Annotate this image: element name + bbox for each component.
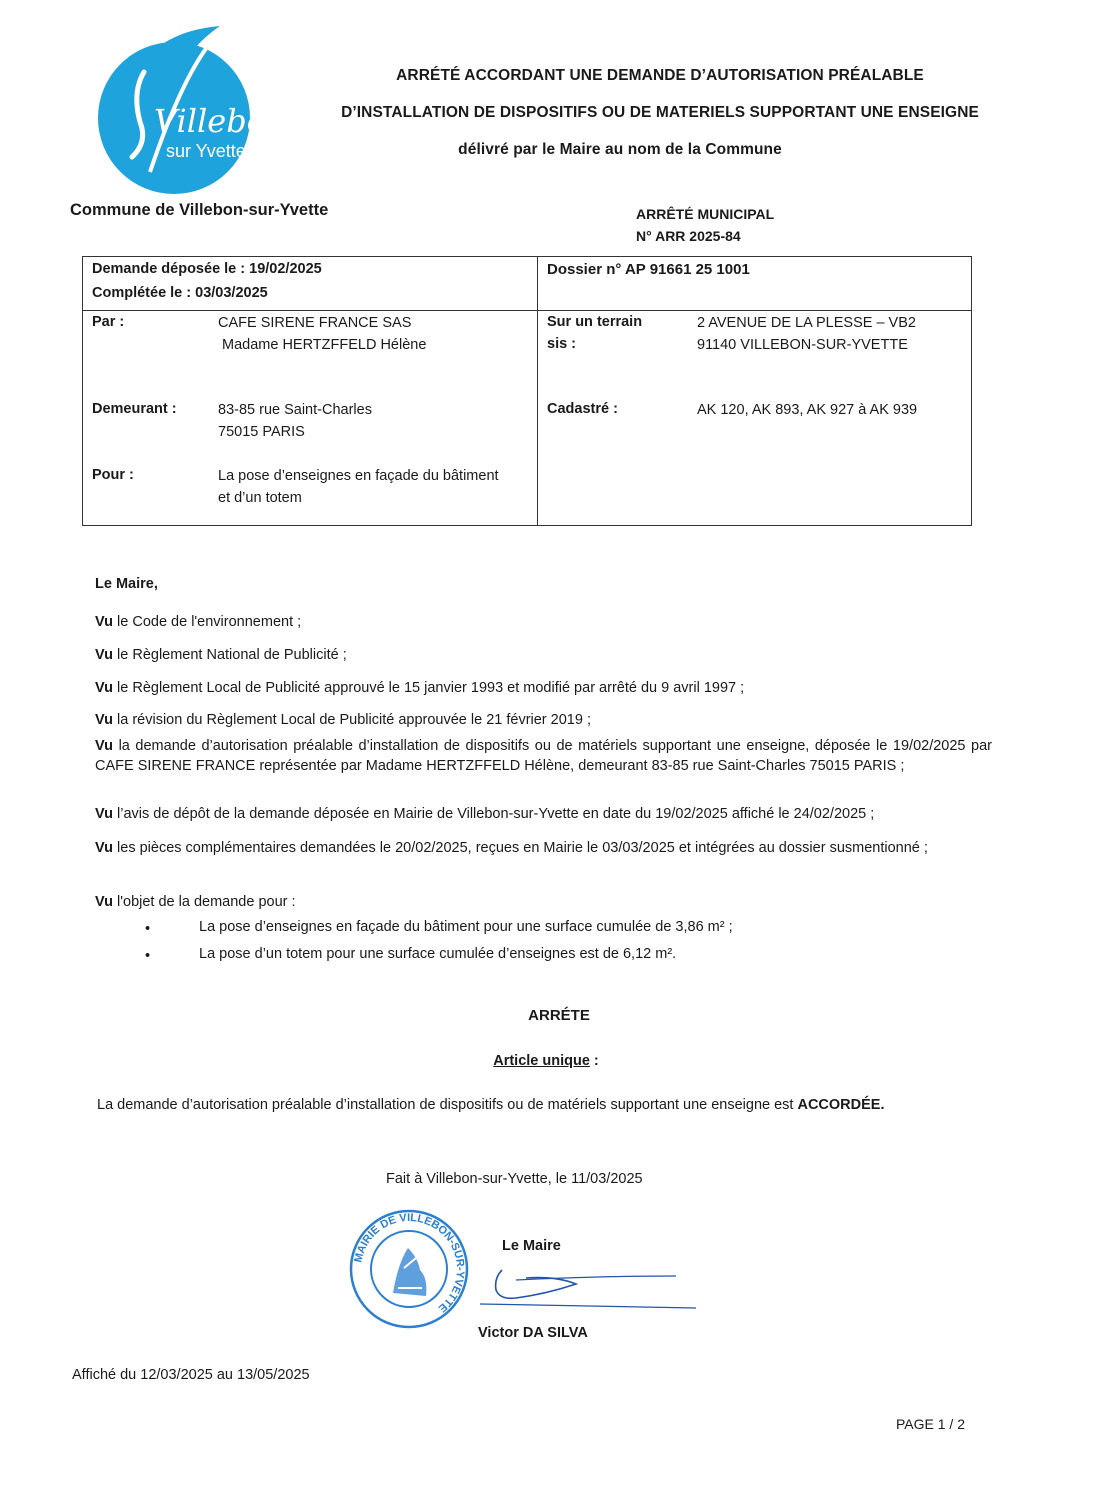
par-person: Madame HERTZFFELD Hélène: [222, 337, 427, 353]
article-colon: :: [589, 1053, 599, 1069]
villebon-logo: [92, 22, 287, 192]
vu-paragraph-4: [95, 710, 992, 730]
maire-signature: [476, 1254, 706, 1314]
le-maire-heading: Le Maire,: [95, 576, 158, 592]
dossier-number: Dossier n° AP 91661 25 1001: [547, 261, 750, 278]
signature-title: Le Maire: [502, 1238, 561, 1254]
header-line-3: délivré par le Maire au nom de la Commune: [458, 141, 782, 158]
bullet-marker: •: [145, 948, 151, 964]
date-deposee: Demande déposée le : 19/02/2025: [92, 261, 322, 277]
cadastre-label: Cadastré :: [547, 401, 618, 417]
terrain-label-2: sis :: [547, 336, 577, 352]
stamp-text: MAIRIE DE VILLEBON-SUR-YVETTE: [352, 1211, 467, 1315]
cadastre-value: AK 120, AK 893, AK 927 à AK 939: [697, 402, 918, 418]
vu-keyword: Vu: [95, 614, 113, 630]
terrain-address-2: 91140 VILLEBON-SUR-YVETTE: [697, 337, 908, 353]
demeurant-label: Demeurant :: [92, 401, 177, 417]
vu-keyword: Vu: [95, 840, 113, 856]
vu-keyword: Vu: [95, 680, 113, 696]
header-line-1: ARRÉTÉ ACCORDANT UNE DEMANDE D’AUTORISATION PRÉALABLE: [396, 67, 924, 84]
vu-text: le Règlement Local de Publicité approuvé le 15 janvier 1993 et modifié par arrêté du 9 avril 1997 ;: [113, 680, 745, 696]
vu-paragraph-8: [95, 892, 992, 912]
logo-text-sur-yvette: sur Yvette: [166, 141, 246, 161]
vu-keyword: Vu: [95, 806, 113, 822]
arrete-number: N° ARR 2025-84: [636, 228, 741, 244]
commune-name: Commune de Villebon-sur-Yvette: [70, 201, 329, 219]
vu-paragraph-5: [95, 736, 992, 776]
vu-text: l'objet de la demande pour :: [113, 894, 296, 910]
fait-a: Fait à Villebon-sur-Yvette, le 11/03/2025: [386, 1171, 643, 1187]
table-divider-v: [537, 256, 538, 526]
demeurant-address-2: 75015 PARIS: [218, 424, 305, 440]
arrete-title: ARRÉTE: [528, 1007, 590, 1024]
logo-text-villebon: Villebon: [154, 102, 287, 140]
vu-text: la révision du Règlement Local de Publicité approuvée le 21 février 2019 ;: [113, 712, 591, 728]
vu-paragraph-2: [95, 645, 992, 665]
date-completee: Complétée le : 03/03/2025: [92, 285, 268, 301]
mairie-stamp: [348, 1208, 470, 1330]
page-number: PAGE 1 / 2: [896, 1416, 965, 1432]
decision-accordee: ACCORDÉE.: [797, 1097, 885, 1113]
arrete-municipal-title: ARRÊTÉ MUNICIPAL: [636, 206, 775, 222]
pour-line-1: La pose d’enseignes en façade du bâtiment: [218, 468, 499, 484]
vu-paragraph-6: [95, 804, 992, 824]
demeurant-address-1: 83-85 rue Saint-Charles: [218, 402, 372, 418]
par-company: CAFE SIRENE FRANCE SAS: [218, 315, 412, 331]
bullet-item-2: La pose d’un totem pour une surface cumulée d’enseignes est de 6,12 m².: [199, 946, 677, 962]
pour-label: Pour :: [92, 467, 134, 483]
vu-keyword: Vu: [95, 712, 113, 728]
arrete-municipal: [636, 203, 774, 247]
par-label: Par :: [92, 314, 125, 330]
vu-text: le Règlement National de Publicité ;: [113, 647, 347, 663]
vu-paragraph-7: [95, 838, 992, 858]
vu-text: la demande d’autorisation préalable d’installation de dispositifs ou de matériels supportant une enseigne, déposée le 19/02/2025 par CAFE SIRENE FRANCE représentée par Madame HERTZFFELD Hélène, demeurant 83-85 rue Saint-Charles 75015 PARIS ;: [95, 738, 992, 774]
terrain-address-1: 2 AVENUE DE LA PLESSE – VB2: [697, 315, 916, 331]
vu-keyword: Vu: [95, 647, 113, 663]
pour-line-2: et d’un totem: [218, 490, 302, 506]
table-divider-h: [82, 310, 972, 311]
article-heading: [0, 1053, 1092, 1069]
vu-text: l’avis de dépôt de la demande déposée en Mairie de Villebon-sur-Yvette en date du 19/02/2025 affiché le 24/02/2025 ;: [113, 806, 875, 822]
decision-text: La demande d’autorisation préalable d’installation de dispositifs ou de matériels supportant une enseigne est: [97, 1097, 798, 1113]
bullet-item-1: La pose d’enseignes en façade du bâtiment pour une surface cumulée de 3,86 m² ;: [199, 919, 733, 935]
vu-paragraph-3: [95, 678, 992, 698]
maire-name: Victor DA SILVA: [478, 1325, 588, 1341]
bullet-marker: •: [145, 921, 151, 937]
vu-text: le Code de l'environnement ;: [113, 614, 302, 630]
terrain-label-1: Sur un terrain: [547, 314, 643, 330]
vu-keyword: Vu: [95, 738, 113, 754]
decision-paragraph: [97, 1097, 885, 1113]
vu-paragraph-1: [95, 612, 992, 632]
header-line-2: D’INSTALLATION DE DISPOSITIFS OU DE MATERIELS SUPPORTANT UNE ENSEIGNE: [341, 104, 979, 121]
vu-keyword: Vu: [95, 894, 113, 910]
article-label: Article unique: [493, 1053, 590, 1069]
vu-text: les pièces complémentaires demandées le 20/02/2025, reçues en Mairie le 03/03/2025 et intégrées au dossier susmentionné ;: [113, 840, 928, 856]
affichage-dates: Affiché du 12/03/2025 au 13/05/2025: [72, 1367, 310, 1383]
